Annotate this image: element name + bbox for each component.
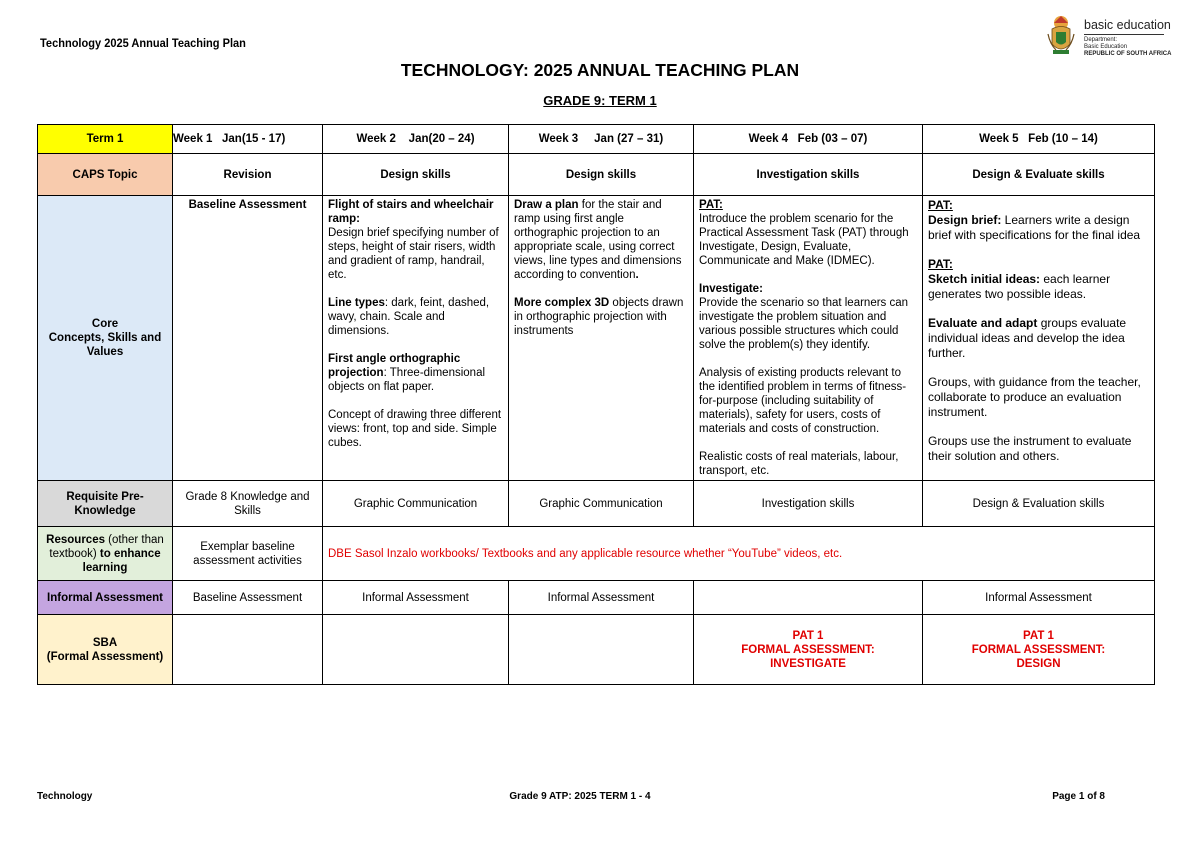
core-w5-eval-b: Evaluate and adapt [928,316,1038,330]
prereq-week-5: Design & Evaluation skills [923,481,1155,527]
sba-week-5 [923,615,1155,685]
sba-week-4 [694,615,923,685]
informal-assessment-row [38,581,1155,615]
sba-label [38,615,173,685]
resources-label-b2: to enhance learning [82,547,161,574]
informal-week-2: Informal Assessment [323,581,509,615]
sba-row [38,615,1155,685]
sba-w5-line2: FORMAL ASSESSMENT: [971,643,1106,656]
core-w4-costs: Realistic costs of real materials, labour, transport, etc. [699,451,899,477]
coat-of-arms-icon [1044,14,1078,56]
prereq-week-3: Graphic Communication [509,481,694,527]
caps-topic-row [38,154,1155,196]
prereq-week-2: Graphic Communication [323,481,509,527]
core-week-1: Baseline Assessment [173,196,323,481]
footer-subject: Technology [37,791,93,802]
core-w4-investigate: Investigate: [699,283,763,295]
caps-topic-week-4: Investigation skills [694,154,923,196]
resources-general: DBE Sasol Inzalo workbooks/ Textbooks and any applicable resource whether “YouTube” videos, etc. [323,527,1155,581]
core-w4-pat: PAT: [699,199,723,211]
resources-label-n1: (other than textbook) [49,533,164,560]
informal-week-4 [694,581,923,615]
core-w2-brief: Design brief specifying number of steps, height of stair risers, width and gradient of ramp, handrail, etc. [328,227,499,281]
core-w2-fao-b: First angle orthographic projection [328,353,461,379]
informal-week-1: Baseline Assessment [173,581,323,615]
core-w5-groups2: Groups use the instrument to evaluate their solution and others. [928,434,1132,463]
core-w3-period: . [635,269,639,281]
logo-main-text: basic education [1084,18,1171,32]
prereq-row [38,481,1155,527]
sba-week-1 [173,615,323,685]
core-w3-plan-b: Draw a plan [514,199,579,211]
core-w2-head: Flight of stairs and wheelchair ramp: [328,199,494,225]
informal-label: Informal Assessment [38,581,173,615]
week-3-header: Week 3 Jan (27 – 31) [509,125,694,154]
core-w5-sketch-b: Sketch initial ideas: [928,272,1041,286]
resources-row [38,527,1155,581]
core-week-2 [323,196,509,481]
core-concepts-row [38,196,1155,481]
logo-line3: REPUBLIC OF SOUTH AFRICA [1084,51,1172,57]
informal-week-5: Informal Assessment [923,581,1155,615]
core-w3-plan: for the stair and ramp using first angle orthographic projection to an appropriate scale, using correct views, line types and dimensions according to convention [514,199,682,281]
core-label-line2: Concepts, Skills and Values [48,332,162,358]
core-w3-complex-b: More complex 3D [514,297,610,309]
informal-week-3: Informal Assessment [509,581,694,615]
sba-week-3 [509,615,694,685]
core-w4-pat-text: Introduce the problem scenario for the Practical Assessment Task (PAT) through Investigate, Design, Evaluate, Communicate and Make (IDMEC). [699,213,909,267]
core-w5-brief: Learners write a design brief with specifications for the final idea [928,213,1141,242]
core-w2-line-types: : dark, feint, dashed, wavy, chain. Scale and dimensions. [328,297,490,337]
resources-week-1: Exemplar baseline assessment activities [173,527,323,581]
sba-w4-line3: INVESTIGATE [770,657,846,670]
week-2-header: Week 2 Jan(20 – 24) [323,125,509,154]
core-week-3 [509,196,694,481]
prereq-week-4: Investigation skills [694,481,923,527]
core-week-4 [694,196,923,481]
core-label-line1: Core [91,318,119,330]
sba-w4-line1: PAT 1 [792,629,824,642]
week-header-row [38,125,1155,154]
sba-w5-line1: PAT 1 [1023,629,1054,642]
caps-topic-week-1: Revision [173,154,323,196]
core-w3-complex: objects drawn in orthographic projection with instruments [514,297,684,337]
caps-topic-week-2: Design skills [323,154,509,196]
core-w5-groups1: Groups, with guidance from the teacher, collaborate to produce an evaluation instrument. [928,375,1141,419]
logo-line1: Department: [1084,37,1118,43]
footer-center: Grade 9 ATP: 2025 TERM 1 - 4 [509,791,651,802]
resources-label-b1: Resources [46,533,105,546]
caps-topic-week-3: Design skills [509,154,694,196]
term-label: Term 1 [38,125,173,154]
core-concepts-label [38,196,173,481]
caps-topic-week-5: Design & Evaluate skills [923,154,1155,196]
core-w2-line-types-b: Line types [328,297,385,309]
sba-w4-line2: FORMAL ASSESSMENT: [741,643,875,656]
core-w5-eval: groups evaluate individual ideas and develop the idea further. [928,316,1127,360]
week-1-header: Week 1 Jan(15 - 17) [173,125,323,154]
prereq-label: Requisite Pre-Knowledge [38,481,173,527]
core-week-5 [923,196,1155,481]
core-w4-investigate-text: Provide the scenario so that learners can investigate the problem situation and various possible structures which could solve the problem(s) they identify. [699,297,909,351]
prereq-week-1: Grade 8 Knowledge and Skills [173,481,323,527]
sba-w5-line3: DESIGN [1016,657,1061,670]
core-w5-brief-b: Design brief: [928,213,1002,227]
header-doc-title: Technology 2025 Annual Teaching Plan [40,36,246,50]
core-w5-pat2: PAT: [928,257,953,271]
logo-line2: Basic Education [1084,44,1128,50]
week-4-header: Week 4 Feb (03 – 07) [694,125,923,154]
core-w5-pat1: PAT: [928,198,953,212]
core-w4-analysis: Analysis of existing products relevant to the identified problem in terms of fitness-for-purpose (including suitability of materials), safety for users, costs of materials and costs of construction. [699,367,907,435]
core-w5-sketch: each learner generates two possible ideas. [928,272,1111,301]
grade-term-subtitle: GRADE 9: TERM 1 [543,93,657,108]
core-w2-fao: : Three-dimensional objects on flat paper. [328,367,486,393]
resources-label [38,527,173,581]
sba-week-2 [323,615,509,685]
page-title: TECHNOLOGY: 2025 ANNUAL TEACHING PLAN [400,60,800,80]
core-w2-concept: Concept of drawing three different views: front, top and side. Simple cubes. [328,409,502,449]
sba-label-line1: SBA [92,636,118,649]
dbe-logo [1044,14,1174,58]
caps-topic-label: CAPS Topic [38,154,173,196]
week-5-header: Week 5 Feb (10 – 14) [923,125,1155,154]
teaching-plan-table [37,124,1155,685]
sba-label-line2: (Formal Assessment) [46,650,164,663]
footer-page-number: Page 1 of 8 [1052,791,1105,802]
